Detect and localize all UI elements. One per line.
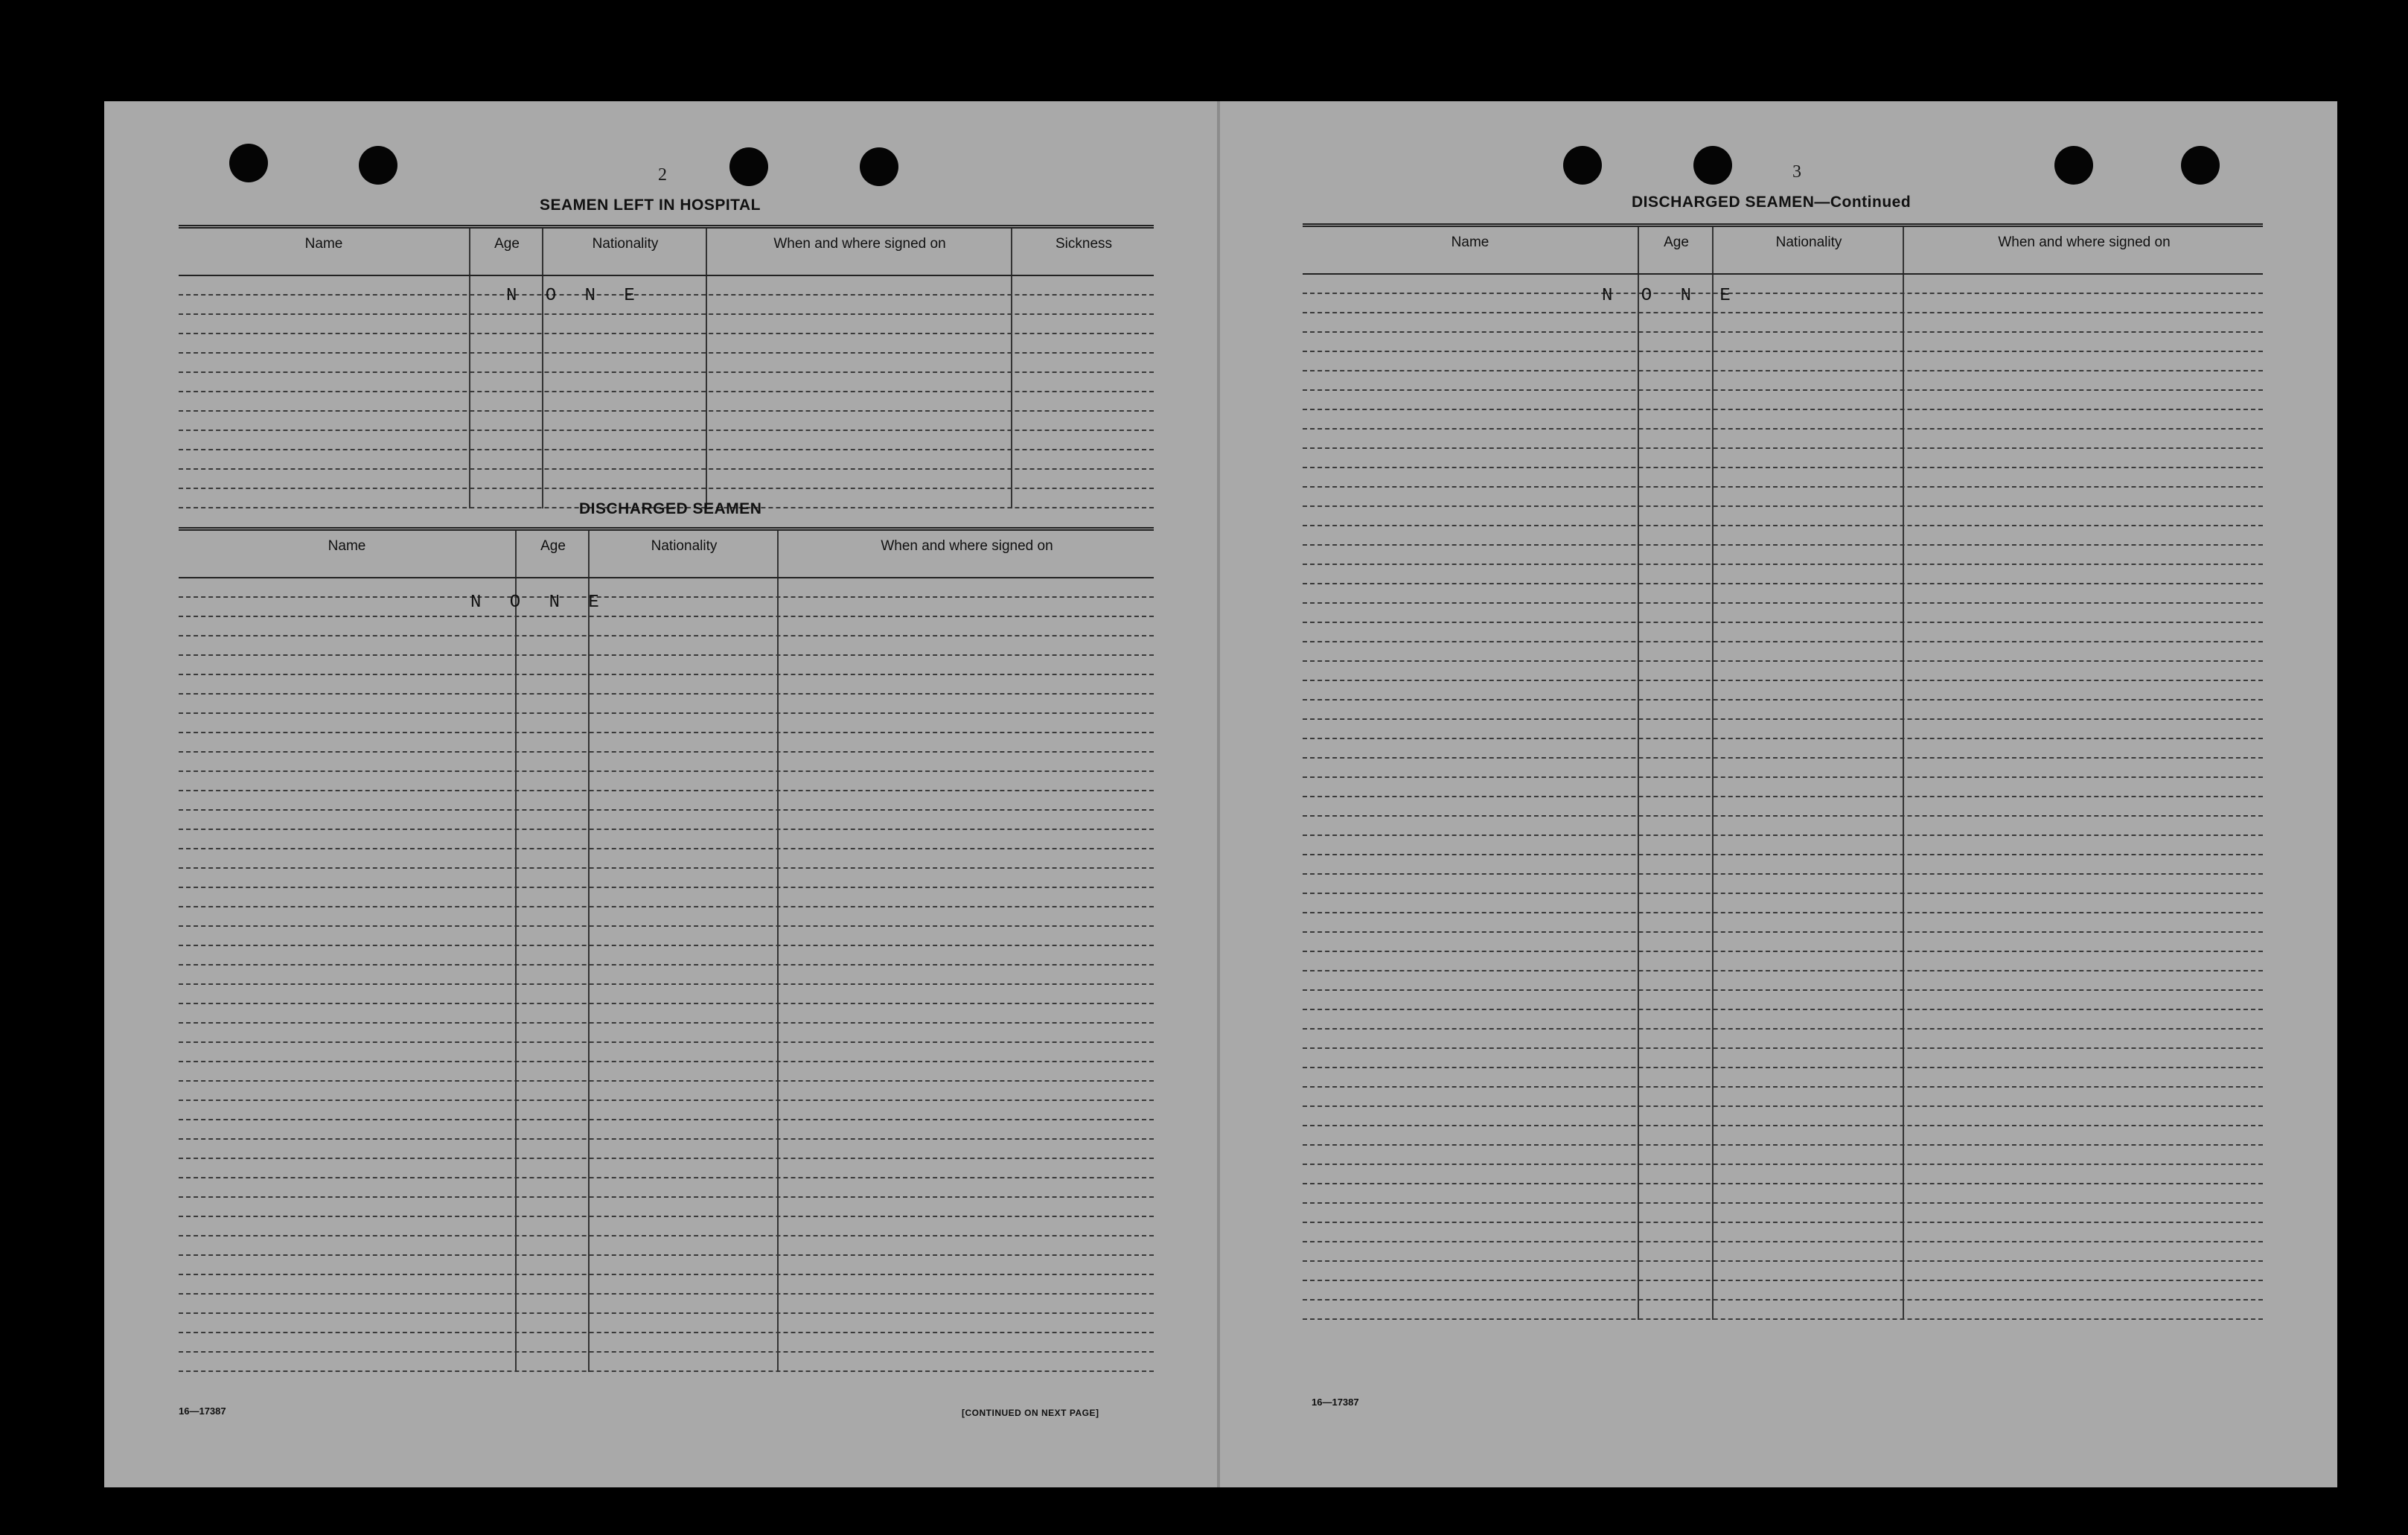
punch-hole xyxy=(359,146,397,185)
column-header-signed-on: When and where signed on xyxy=(881,538,1053,554)
discharged-none-entry-left: N O N E xyxy=(470,593,608,613)
table-header xyxy=(179,531,1154,578)
punch-hole xyxy=(860,147,898,186)
column-header-nationality: Nationality xyxy=(651,538,718,554)
continued-note: [CONTINUED ON NEXT PAGE] xyxy=(962,1408,1099,1418)
table-rows xyxy=(179,578,1154,1372)
discharged-table-right xyxy=(1303,223,2263,1320)
discharged-none-entry-right: N O N E xyxy=(1602,286,1740,306)
hospital-section-title: SEAMEN LEFT IN HOSPITAL xyxy=(540,197,761,214)
column-header-nationality: Nationality xyxy=(1775,234,1842,250)
punch-hole xyxy=(1563,146,1602,185)
column-header-sickness: Sickness xyxy=(1055,236,1113,252)
form-number: 16—17387 xyxy=(1312,1397,1359,1408)
table-rows xyxy=(179,276,1154,508)
column-header-age: Age xyxy=(494,236,520,252)
column-header-age: Age xyxy=(540,538,566,554)
column-header-signed-on: When and where signed on xyxy=(1998,234,2171,250)
page-number: 3 xyxy=(1792,162,1801,182)
column-header-name: Name xyxy=(328,538,366,554)
punch-hole xyxy=(1693,146,1732,185)
punch-hole xyxy=(729,147,768,186)
column-header-nationality: Nationality xyxy=(592,236,659,252)
punch-hole xyxy=(2181,146,2220,185)
table-rows xyxy=(1303,275,2263,1320)
punch-hole xyxy=(2054,146,2093,185)
column-header-name: Name xyxy=(1451,234,1489,250)
document-sheet xyxy=(104,101,2337,1487)
form-number: 16—17387 xyxy=(179,1405,226,1417)
hospital-none-entry: N O N E xyxy=(506,286,644,306)
column-header-age: Age xyxy=(1664,234,1689,250)
discharged-section-title: DISCHARGED SEAMEN xyxy=(579,500,762,517)
column-header-signed-on: When and where signed on xyxy=(773,236,946,252)
page-number: 2 xyxy=(658,165,667,185)
punch-hole xyxy=(229,144,268,182)
discharged-table-left xyxy=(179,527,1154,1372)
table-header xyxy=(1303,227,2263,275)
hospital-table xyxy=(179,225,1154,508)
column-header-name: Name xyxy=(304,236,343,252)
discharged-continued-title: DISCHARGED SEAMEN—Continued xyxy=(1632,194,1912,211)
table-header xyxy=(179,229,1154,276)
page-fold xyxy=(1217,101,1220,1487)
